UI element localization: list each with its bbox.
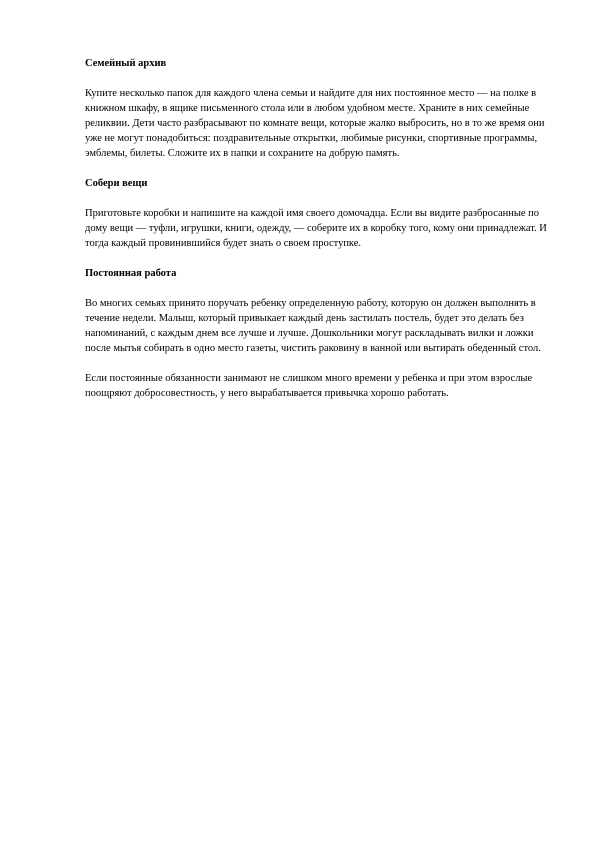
section-family-archive: [85, 56, 547, 161]
section-paragraph: Если постоянные обязанности занимают не слишком много времени у ребенка и при этом взрослые поощряют добросовестность, у него вырабатывается привычка хорошо работать.: [85, 373, 533, 399]
section-paragraph: Во многих семьях принято поручать ребенку определенную работу, которую он должен выполнять в течение недели. Малыш, который привыкает каждый день застилать постель, будет это делать без напоминаний, с каждым днем все лучше и лучше. Дошкольники могут раскладывать вилки и ложки после мытья собирать в одно место газеты, чистить раковину в ванной или вытирать обеденный стол.: [85, 298, 541, 354]
section-permanent-work: [85, 266, 547, 401]
section-heading: Семейный архив: [85, 58, 167, 69]
section-paragraph: Приготовьте коробки и напишите на каждой имя своего домочадца. Если вы видите разбросанные по дому вещи — туфли, игрушки, книги, одежду, — соберите их в коробку того, кому они принадлежат. И тогда каждый провинившийся будет знать о своем проступке.: [85, 208, 547, 249]
section-collect-things: [85, 176, 547, 251]
section-heading: Постоянная работа: [85, 268, 177, 279]
document-body: [85, 56, 547, 416]
section-heading: Собери вещи: [85, 178, 148, 189]
section-paragraph: Купите несколько папок для каждого члена семьи и найдите для них постоянное место — на полке в книжном шкафу, в ящике письменного стола или в любом удобном месте. Храните в них семейные реликвии. Дети часто разбрасывают по комнате вещи, которые жалко выбросить, но в то же время они уже не могут понадобиться: поздравительные открытки, любимые рисунки, спортивные программы, эмблемы, билеты. Сложите их в папки и сохраните на добрую память.: [85, 88, 545, 159]
